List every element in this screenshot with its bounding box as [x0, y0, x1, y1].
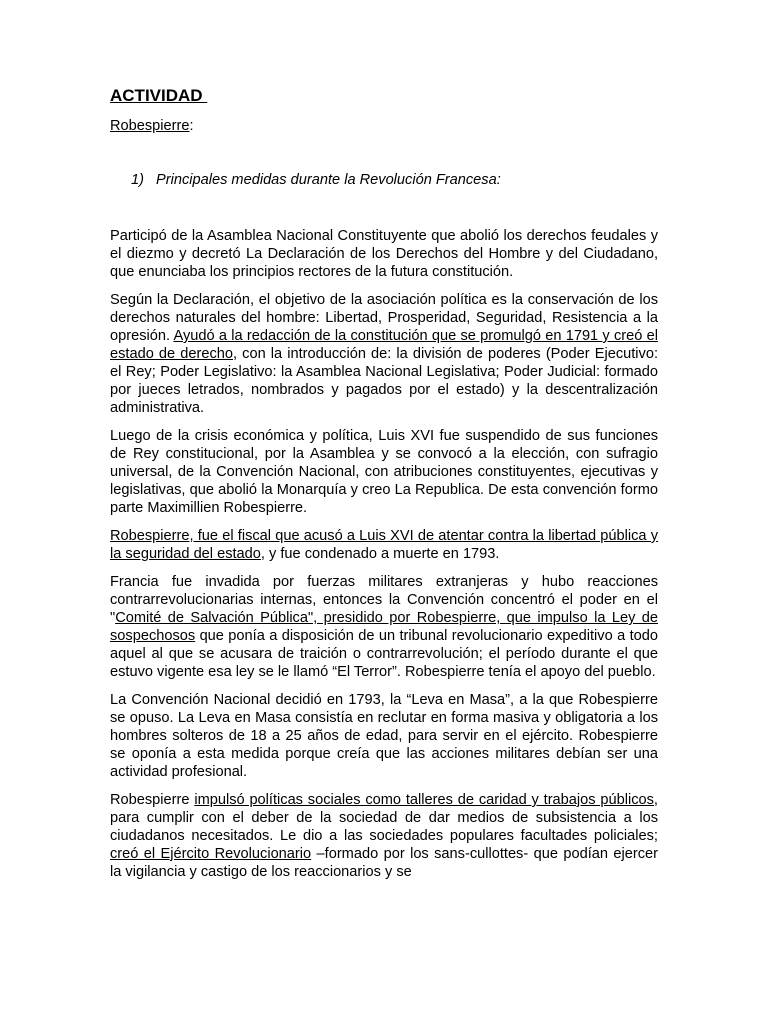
paragraph-6: [110, 691, 658, 781]
paragraph-7: [110, 791, 658, 881]
subtitle-name: Robespierre: [110, 118, 190, 134]
question-heading: [131, 172, 501, 188]
subtitle-colon: :: [189, 118, 194, 134]
underlined-text: Comité de Salvación Pública", presidido por Robespierre, que impulso la Ley de sospechosos: [110, 610, 658, 644]
paragraph-text: –formado por los sans-cullottes- que podían ejercer la vigilancia y castigo de los reaccionarios y se: [110, 846, 658, 880]
paragraph-4: [110, 527, 658, 563]
paragraph-text: Francia fue invadida por fuerzas militares extranjeras y hubo reacciones contrarrevolucionarias internas, entonces la Convención concentró el poder en el ": [110, 574, 658, 626]
paragraph-text: , con la introducción de: la división de poderes (Poder Ejecutivo: el Rey; Poder Legislativo: la Asamblea Nacional Legislativa; Poder Judicial: formado por jueces letrados, nombrados y pagados por el estado) y la descentralización administrativa.: [110, 346, 658, 416]
paragraph-1: [110, 227, 658, 281]
paragraph-text: La Convención Nacional decidió en 1793, la “Leva en Masa”, a la que Robespierre se opuso. La Leva en Masa consistía en reclutar en forma masiva y obligatoria a los hombres solteros de 18 a 25 años de edad, para servir en el ejército. Robespierre se oponía a esta medida porque creía que las acciones militares debían ser una actividad profesional.: [110, 692, 658, 780]
document-subtitle: [110, 118, 194, 134]
question-text: Principales medidas durante la Revolución Francesa:: [156, 172, 501, 188]
paragraph-2: [110, 291, 658, 417]
paragraph-text: Luego de la crisis económica y política, Luis XVI fue suspendido de sus funciones de Rey constitucional, por la Asamblea y se convocó a la elección, con sufragio universal, de la Convención Nacional, con atribuciones constituyentes, ejecutivas y legislativas, que abolió la Monarquía y creo La Republica. De esta convención formo parte Maximillien Robespierre.: [110, 428, 658, 516]
paragraph-text: Participó de la Asamblea Nacional Constituyente que abolió los derechos feudales y el diezmo y decretó La Declaración de los Derechos del Hombre y del Ciudadano, que enunciaba los principios rectores de la futura constitución.: [110, 228, 658, 280]
paragraph-text: Según la Declaración, el objetivo de la asociación política es la conservación de los derechos naturales del hombre: Libertad, Prosperidad, Seguridad, Resistencia a la opresión.: [110, 292, 658, 344]
question-number: 1): [131, 172, 144, 188]
underlined-text: Ayudó a la redacción de la constitución que se promulgó en 1791 y creó el estado de derecho: [110, 328, 658, 362]
paragraph-5: [110, 573, 658, 681]
paragraph-text: para cumplir con el deber de la sociedad de dar medios de subsistencia a los ciudadanos necesitados. Le dio a las sociedades populares facultades policiales;: [110, 810, 658, 844]
paragraph-text: que ponía a disposición de un tribunal revolucionario expeditivo a todo aquel al que se acusara de traición o contrarrevolución; el período durante el que estuvo vigente esa ley se le llamó “El Terror”. Robespierre tenía el apoyo del pueblo.: [110, 628, 658, 680]
underlined-text: Robespierre, fue el fiscal que acusó a Luis XVI de atentar contra la libertad pública y la seguridad del estado: [110, 528, 658, 562]
paragraph-3: [110, 427, 658, 517]
underlined-text: creó el Ejército Revolucionario: [110, 846, 312, 862]
document-title: ACTIVIDAD: [110, 86, 208, 105]
underlined-text: impulsó políticas sociales como talleres de caridad y trabajos públicos,: [194, 792, 658, 808]
document-body: [110, 227, 658, 891]
paragraph-text: Robespierre: [110, 792, 195, 808]
paragraph-text: , y fue condenado a muerte en 1793.: [260, 546, 500, 562]
